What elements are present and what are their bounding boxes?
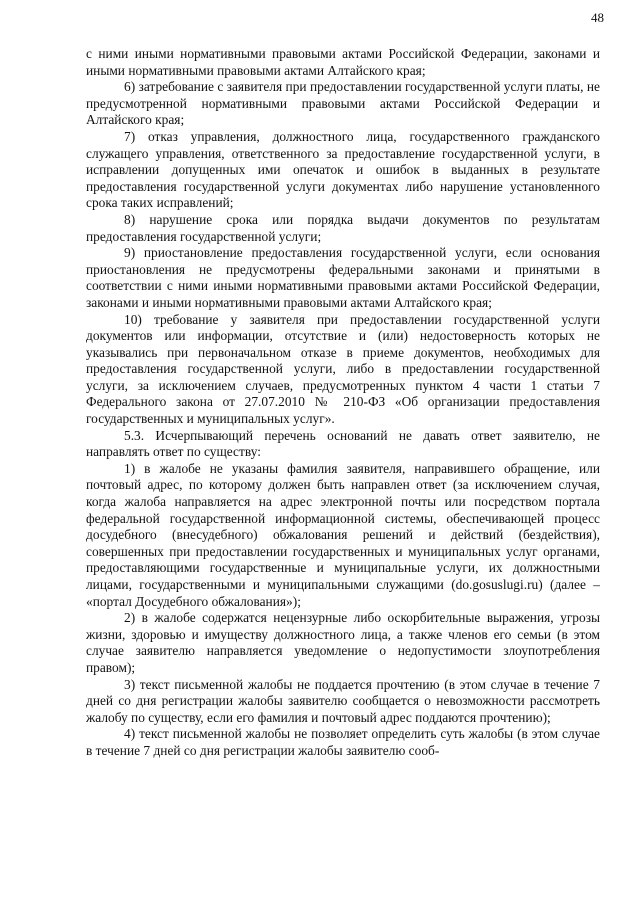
paragraph-item-7: 7) отказ управления, должностного лица, государственного гражданского служащего управления, ответственного за предоставление государственной услуги, в исправлении допущенных ими опечаток и ошибок в выданных в результате предоставления государственной услуги документах либо нарушение установленного срока таких исправлений; [86,128,600,211]
paragraph-item-9: 9) приостановление предоставления государственной услуги, если основания приостановления не предусмотрены федеральными законами и принятыми в соответствии с ними иными нормативными правовыми актами Российской Федерации, законами и иными нормативными правовыми актами Алтайского края; [86,245,600,310]
page-number: 48 [591,10,604,25]
paragraph-section-5-3: 5.3. Исчерпывающий перечень оснований не давать ответ заявителю, не направлять ответ по существу: [86,427,600,460]
paragraph-item-10: 10) требование у заявителя при предоставлении государственной услуги документов или информации, отсутствие и (или) недостоверность которых не указывались при первоначальном отказе в приеме документов, необходимых для предоставления государственной услуги, либо в предоставлении государственной услуги, за исключением случаев, предусмотренных пунктом 4 части 1 статьи 7 Федерального закона от 27.07.2010 № 210-ФЗ «Об организации предоставления государственных и муниципальных услуг». [86,311,600,427]
paragraph-item-1: 1) в жалобе не указаны фамилия заявителя, направившего обращение, или почтовый адрес, по которому должен быть направлен ответ (за исключением случая, когда жалоба направляется на адрес электронной почты или посредством портала федеральной государственной информационной системы, обеспечивающей процесс досудебного (внесудебного) обжалования решений и действий (бездействия), совершенных при предоставлении государственных и муниципальных услуг органами, предоставляющими государственные и муниципальные услуги, их должностными лицами, государственными и муниципальными служащими (do.gosuslugi.ru) (далее – «портал Досудебного обжалования»); [86,460,600,609]
document-body [86,46,600,760]
paragraph-item-2: 2) в жалобе содержатся нецензурные либо оскорбительные выражения, угрозы жизни, здоровью и имуществу должностного лица, а также членов его семьи (в этом случае заявителю направляется уведомление о недопустимости злоупотребления правом); [86,610,600,675]
paragraph-item-4: 4) текст письменной жалобы не позволяет определить суть жалобы (в этом случае в течение 7 дней со дня регистрации жалобы заявителю сооб- [86,726,600,758]
paragraph-item-6: 6) затребование с заявителя при предоставлении государственной услуги платы, не предусмотренной нормативными правовыми актами Российской Федерации и Алтайского края; [86,79,600,128]
paragraph-continuation: с ними иными нормативными правовыми актами Российской Федерации, законами и иными нормативными правовыми актами Алтайского края; [86,46,600,78]
paragraph-item-3: 3) текст письменной жалобы не поддается прочтению (в этом случае в течение 7 дней со дня регистрации жалобы заявителю сообщается о невозможности рассмотреть жалобу по существу, если его фамилия и почтовый адрес поддаются прочтению); [86,676,600,725]
paragraph-item-8: 8) нарушение срока или порядка выдачи документов по результатам предоставления государственной услуги; [86,211,600,244]
